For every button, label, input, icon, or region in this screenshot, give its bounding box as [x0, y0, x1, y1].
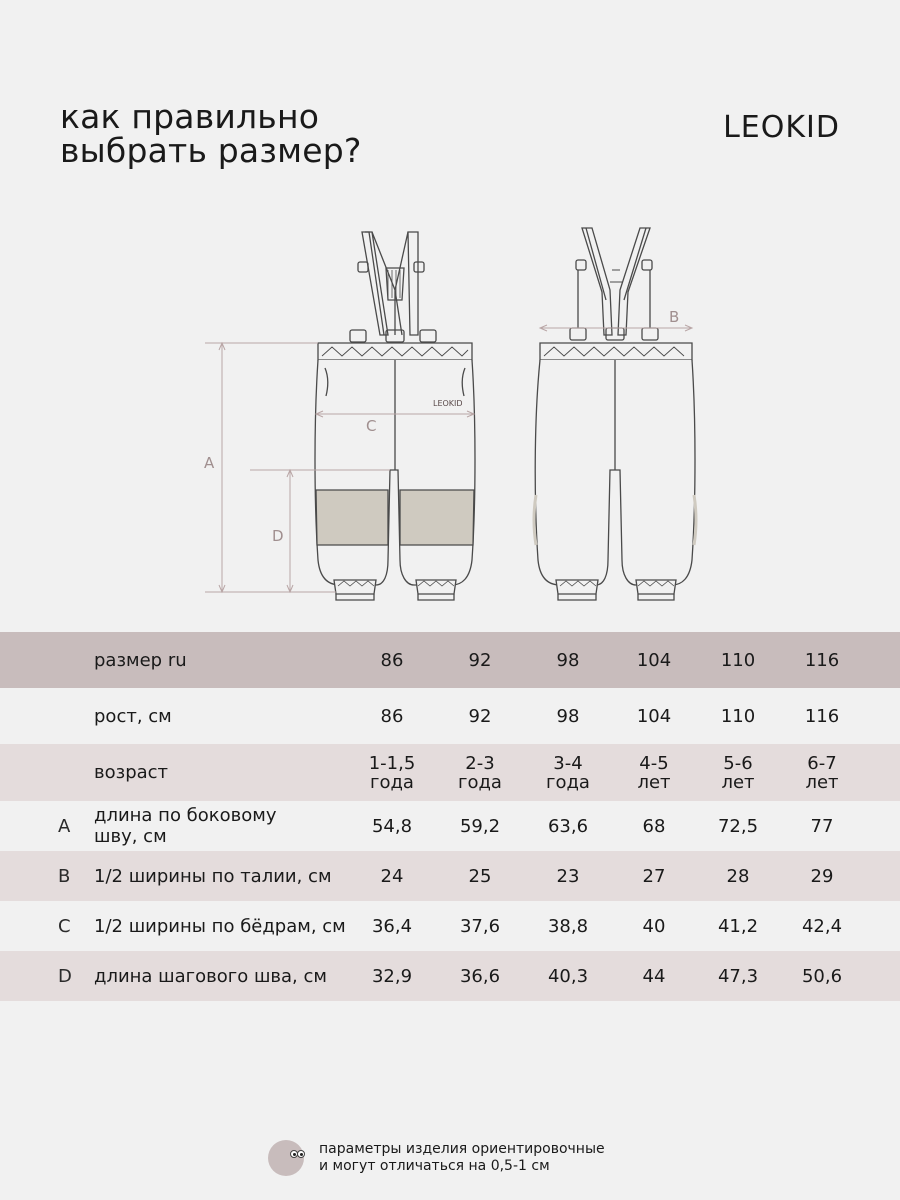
- front-knee-panel-left: [316, 490, 388, 545]
- row-padding: [868, 744, 900, 801]
- brand-logo: LEOKID: [723, 110, 840, 145]
- table-cell: 40: [642, 915, 666, 937]
- table-cell: 104: [636, 705, 672, 727]
- table-cell: 2-3 года: [458, 752, 502, 793]
- table-row: [0, 744, 900, 801]
- row-letter: A: [58, 815, 71, 837]
- table-cell: 92: [468, 705, 492, 727]
- table-cell: 36,6: [459, 965, 501, 987]
- table-cell: 86: [380, 705, 404, 727]
- title-line-1: как правильно: [60, 97, 320, 136]
- table-cell: 77: [810, 815, 834, 837]
- table-cell: 24: [380, 865, 404, 887]
- table-cell: 27: [642, 865, 666, 887]
- table-cell: 29: [810, 865, 834, 887]
- label-a: A: [204, 454, 215, 472]
- table-cell: 1-1,5 года: [368, 752, 416, 793]
- table-cell: 28: [726, 865, 750, 887]
- table-row: [0, 801, 900, 851]
- disclaimer-line-1: параметры изделия ориентировочные: [319, 1141, 605, 1157]
- front-waistband: [318, 343, 472, 360]
- row-letter: D: [58, 965, 72, 987]
- row-label: возраст: [94, 762, 169, 783]
- table-cell: 6-7 лет: [805, 752, 839, 793]
- row-label: 1/2 ширины по бёдрам, см: [94, 915, 346, 937]
- row-letter: [0, 632, 94, 688]
- row-padding: [868, 632, 900, 688]
- table-cell: 116: [804, 705, 840, 727]
- table-cell: 36,4: [371, 915, 413, 937]
- table-cell: 110: [720, 705, 756, 727]
- table-cell: 23: [556, 865, 580, 887]
- disclaimer-text: [319, 1141, 605, 1175]
- table-cell: 110: [720, 649, 756, 671]
- back-straps: [570, 228, 658, 340]
- table-cell: 41,2: [717, 915, 759, 937]
- table-cell: 25: [468, 865, 492, 887]
- row-label: длина шагового шва, см: [94, 965, 327, 987]
- table-cell: 5-6 лет: [721, 752, 755, 793]
- table-cell: 98: [556, 649, 580, 671]
- table-cell: 42,4: [801, 915, 843, 937]
- label-c: C: [366, 417, 377, 435]
- row-padding: [868, 951, 900, 1001]
- garment-logo: LEOKID: [433, 399, 463, 408]
- title-line-2: выбрать размер?: [60, 131, 362, 170]
- table-row: [0, 688, 900, 744]
- table-row: [0, 951, 900, 1001]
- table-cell: 38,8: [547, 915, 589, 937]
- table-cell: 32,9: [371, 965, 413, 987]
- row-letter: [0, 688, 94, 744]
- front-straps: [350, 232, 436, 342]
- disclaimer-note: [268, 1138, 768, 1178]
- row-padding: [868, 851, 900, 901]
- table-cell: 40,3: [547, 965, 589, 987]
- row-letter: C: [58, 915, 71, 937]
- table-row: [0, 901, 900, 951]
- table-cell: 72,5: [717, 815, 759, 837]
- table-row: [0, 632, 900, 688]
- row-padding: [868, 901, 900, 951]
- table-row: [0, 851, 900, 901]
- table-cell: 50,6: [801, 965, 843, 987]
- row-label: 1/2 ширины по талии, см: [94, 865, 332, 887]
- row-padding: [868, 801, 900, 851]
- table-cell: 59,2: [459, 815, 501, 837]
- table-cell: 47,3: [717, 965, 759, 987]
- table-cell: 116: [804, 649, 840, 671]
- table-cell: 3-4 года: [546, 752, 590, 793]
- front-view: [315, 232, 475, 600]
- table-cell: 4-5 лет: [637, 752, 671, 793]
- table-cell: 98: [556, 705, 580, 727]
- table-cell: 54,8: [371, 815, 413, 837]
- disclaimer-line-2: и могут отличаться на 0,5-1 см: [319, 1158, 550, 1174]
- page-title: [60, 97, 362, 170]
- table-cell: 37,6: [459, 915, 501, 937]
- row-label: рост, см: [94, 705, 172, 727]
- row-label: размер ru: [94, 649, 187, 671]
- table-cell: 104: [636, 649, 672, 671]
- table-cell: 86: [380, 649, 404, 671]
- label-b: B: [669, 308, 680, 326]
- blob-eyes-icon: [268, 1140, 304, 1176]
- table-cell: 92: [468, 649, 492, 671]
- back-view: [534, 228, 696, 600]
- row-letter: [0, 744, 94, 801]
- row-label: длина по боковому шву, см: [94, 805, 277, 847]
- front-knee-panel-right: [400, 490, 474, 545]
- table-cell: 63,6: [547, 815, 589, 837]
- row-letter: B: [58, 865, 71, 887]
- row-padding: [868, 688, 900, 744]
- garment-diagram: [0, 220, 900, 620]
- label-d: D: [272, 527, 284, 545]
- table-cell: 44: [642, 965, 666, 987]
- size-table: [0, 632, 900, 1001]
- table-cell: 68: [642, 815, 666, 837]
